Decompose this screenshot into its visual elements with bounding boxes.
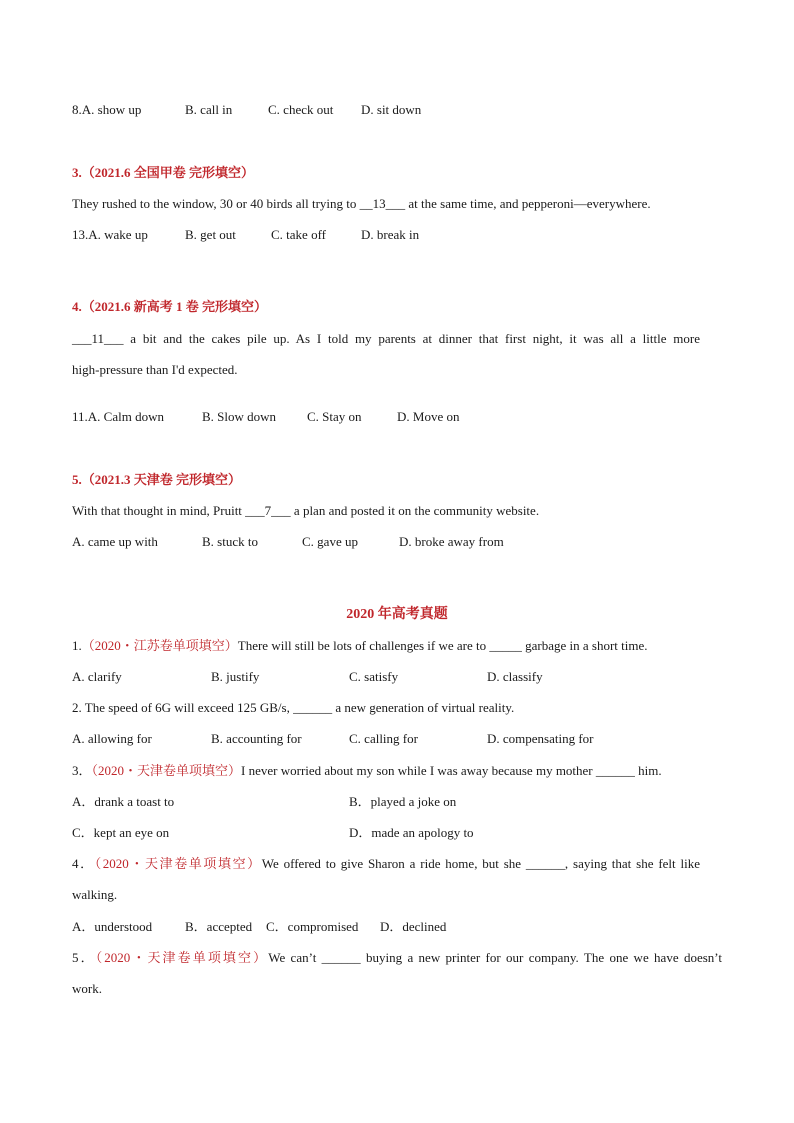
problem-1-option-a: A. clarify — [72, 669, 122, 684]
q8-option-c: C. check out — [268, 102, 334, 117]
problem-3-text: I never worried about my son while I was away because my mother ______ him. — [241, 763, 662, 778]
question-3-stem-after: at the same time, and pepperoni—everywhere. — [405, 196, 651, 211]
problem-3-number: 3． — [72, 763, 92, 778]
problem-4-stem-line2: walking. — [72, 887, 118, 902]
question-3-stem-before: They rushed to the window, 30 or 40 birds all trying to — [72, 196, 360, 211]
problem-2-option-c: C. calling for — [349, 731, 418, 746]
q8-option-d: D. sit down — [361, 102, 422, 117]
problem-5-number: 5． — [72, 950, 96, 965]
problem-5-stem-line2: work. — [72, 981, 102, 996]
question-3-heading: 3.（2021.6 全国甲卷 完形填空） — [72, 165, 255, 180]
question-4-stem-line1 — [72, 330, 700, 348]
question-5-stem-before: With that thought in mind, Pruitt — [72, 503, 246, 518]
problem-5-source: （2020・天津卷单项填空） — [95, 950, 269, 965]
question-5-stem-after: a plan and posted it on the community website. — [290, 503, 540, 518]
question-4-option-d: D. Move on — [397, 409, 460, 424]
question-3-option-b: B. get out — [185, 227, 236, 242]
problem-2-option-a: A. allowing for — [72, 731, 152, 746]
problem-1-option-d: D. classify — [487, 669, 543, 684]
problem-5-text: We can’t ______ buying a new printer for our company. The one we have doesn’t — [268, 950, 722, 965]
problem-1-stem — [72, 637, 648, 655]
problem-4-stem-line1 — [72, 855, 700, 873]
question-3-stem — [72, 195, 651, 213]
q8-option-a: 8.A. show up — [72, 102, 142, 117]
problem-3-option-a: A．drank a toast to — [72, 794, 175, 809]
problem-3-option-b: B．played a joke on — [349, 794, 457, 809]
problem-1-option-c: C. satisfy — [349, 669, 399, 684]
question-4-blank: ___11___ — [72, 331, 124, 346]
question-4-stem-text: a bit and the cakes pile up. As I told my parents at dinner that first night, it was all a little more — [123, 331, 700, 346]
problem-4-option-c: C．compromised — [266, 919, 359, 934]
question-5-stem — [72, 502, 539, 520]
problem-4-number: 4． — [72, 856, 95, 871]
question-4-option-c: C. Stay on — [307, 409, 362, 424]
problem-2-option-b: B. accounting for — [211, 731, 302, 746]
question-5-option-d: D. broke away from — [399, 534, 504, 549]
problem-1-source: （2020・江苏卷单项填空） — [81, 638, 238, 653]
question-4-heading: 4.（2021.6 新高考 1 卷 完形填空） — [72, 299, 268, 314]
problem-3-option-c: C．kept an eye on — [72, 825, 170, 840]
problem-2-option-d: D. compensating for — [487, 731, 594, 746]
question-4-option-b: B. Slow down — [202, 409, 277, 424]
problem-2-stem: 2. The speed of 6G will exceed 125 GB/s, ______ a new generation of virtual reality. — [72, 700, 515, 715]
problem-1-text: There will still be lots of challenges if we are to _____ garbage in a short time. — [237, 638, 648, 653]
problem-1-number: 1. — [72, 638, 82, 653]
problem-4-option-b: B．accepted — [185, 919, 253, 934]
problem-4-option-d: D．declined — [380, 919, 447, 934]
question-5-option-b: B. stuck to — [202, 534, 258, 549]
problem-4-option-a: A．understood — [72, 919, 153, 934]
question-3-option-a: 13.A. wake up — [72, 227, 148, 242]
problem-5-stem-line1 — [72, 949, 722, 967]
problem-4-source: （2020・天津卷单项填空） — [94, 856, 262, 871]
question-3-option-d: D. break in — [361, 227, 420, 242]
question-4-stem-line2: high-pressure than I'd expected. — [72, 362, 238, 377]
section-title: 2020 年高考真题 — [346, 607, 448, 622]
question-5-option-c: C. gave up — [302, 534, 358, 549]
question-5-blank: ___7___ — [245, 503, 291, 518]
problem-3-stem — [72, 762, 662, 780]
question-4-option-a: 11.A. Calm down — [72, 409, 164, 424]
problem-3-option-d: D．made an apology to — [349, 825, 474, 840]
problem-4-text: We offered to give Sharon a ride home, but she ______, saying that she felt like — [261, 856, 700, 871]
question-3-option-c: C. take off — [271, 227, 326, 242]
question-5-heading: 5.（2021.3 天津卷 完形填空） — [72, 472, 242, 487]
problem-3-source: （2020・天津卷单项填空） — [91, 763, 242, 778]
q8-option-b: B. call in — [185, 102, 233, 117]
question-3-blank: __13___ — [359, 196, 406, 211]
problem-1-option-b: B. justify — [211, 669, 260, 684]
question-5-option-a: A. came up with — [72, 534, 158, 549]
